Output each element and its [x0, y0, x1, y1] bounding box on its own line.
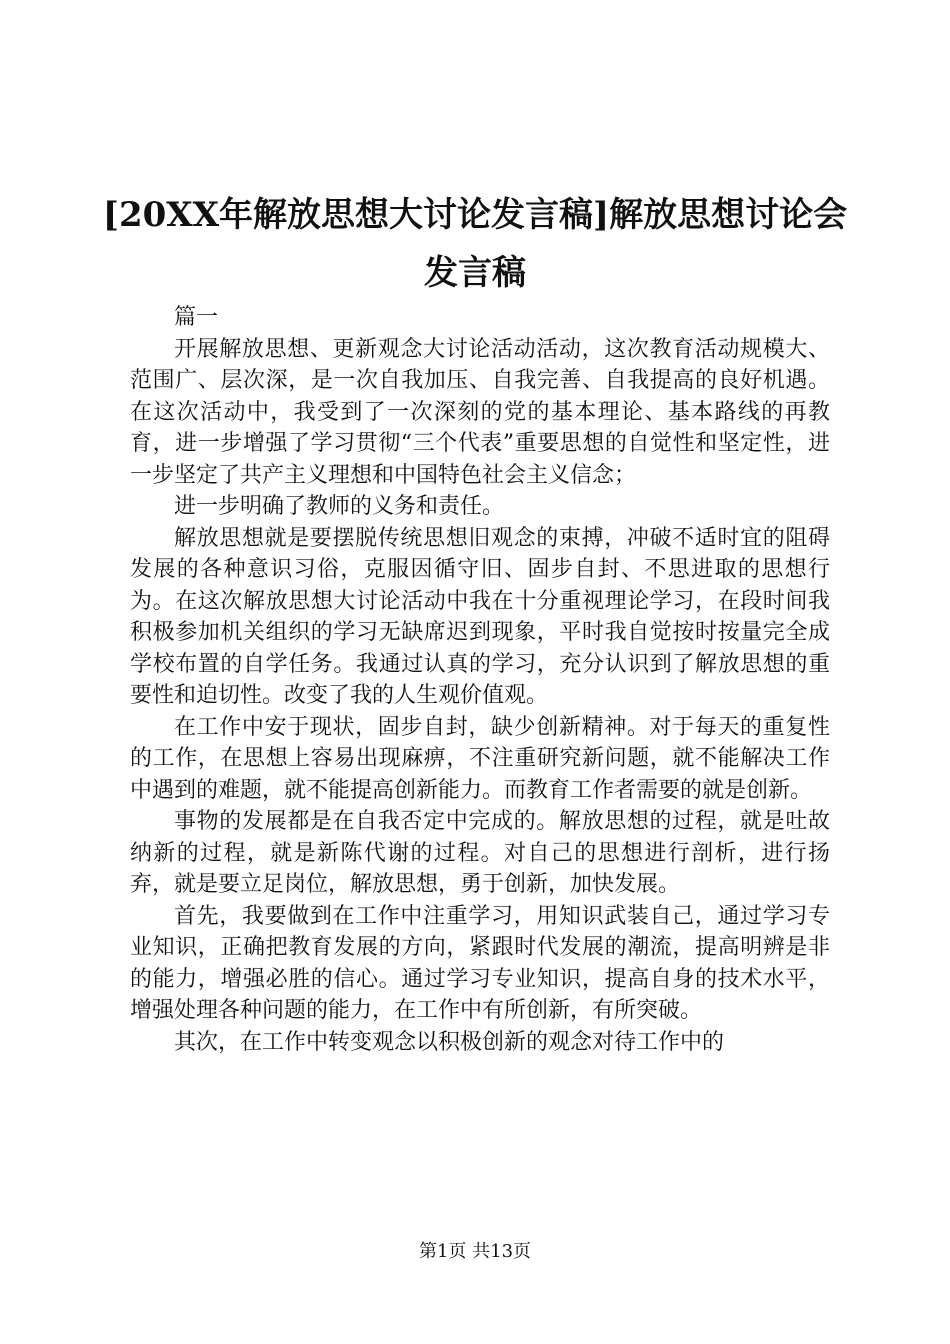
paragraph: 解放思想就是要摆脱传统思想旧观念的束搏，冲破不适时宜的阻碍发展的各种意识习俗，克服因循守旧、固步自封、不思进取的思想行为。在这次解放思想大讨论活动中我在十分重视理论学习，在段时间我积极参加机关组织的学习无缺席迟到现象，平时我自觉按时按量完全成学校布置的自学任务。我通过认真的学习，充分认识到了解放思想的重要性和迫切性。改变了我的人生观价值观。 [130, 525, 830, 708]
page-number-footer: 第1页 共13页 [418, 1241, 532, 1262]
paragraph-section-heading: 篇一 [174, 305, 219, 330]
paragraph: 开展解放思想、更新观念大讨论活动活动，这次教育活动规模大、范围广、层次深，是一次自我加压、自我完善、自我提高的良好机遇。在这次活动中，我受到了一次深刻的党的基本理论、基本路线的再教育，进一步增强了学习贯彻“三个代表”重要思想的自觉性和坚定性，进一步坚定了共产主义理想和中国特色社会主义信念； [130, 336, 830, 488]
paragraph: 进一步明确了教师的义务和责任。 [174, 494, 505, 519]
document-title: [20XX年解放思想大讨论发言稿]解放思想讨论会发言稿 [102, 195, 848, 293]
paragraph: 事物的发展都是在自我否定中完成的。解放思想的过程，就是吐故纳新的过程，就是新陈代谢的过程。对自己的思想进行剖析，进行扬弃，就是要立足岗位，解放思想，勇于创新，加快发展。 [130, 809, 830, 897]
paragraph: 在工作中安于现状，固步自封，缺少创新精神。对于每天的重复性的工作，在思想上容易出现麻痹，不注重研究新问题，就不能解决工作中遇到的难题，就不能提高创新能力。而教育工作者需要的就是创新。 [130, 714, 830, 803]
paragraph: 首先，我要做到在工作中注重学习，用知识武装自己，通过学习专业知识，正确把教育发展的方向，紧跟时代发展的潮流，提高明辨是非的能力，增强必胜的信心。通过学习专业知识，提高自身的技术水平，增强处理各种问题的能力，在工作中有所创新，有所突破。 [130, 903, 830, 1023]
paragraph: 其次，在工作中转变观念以积极创新的观念对待工作中的 [174, 1029, 725, 1055]
document-body [130, 302, 830, 1058]
